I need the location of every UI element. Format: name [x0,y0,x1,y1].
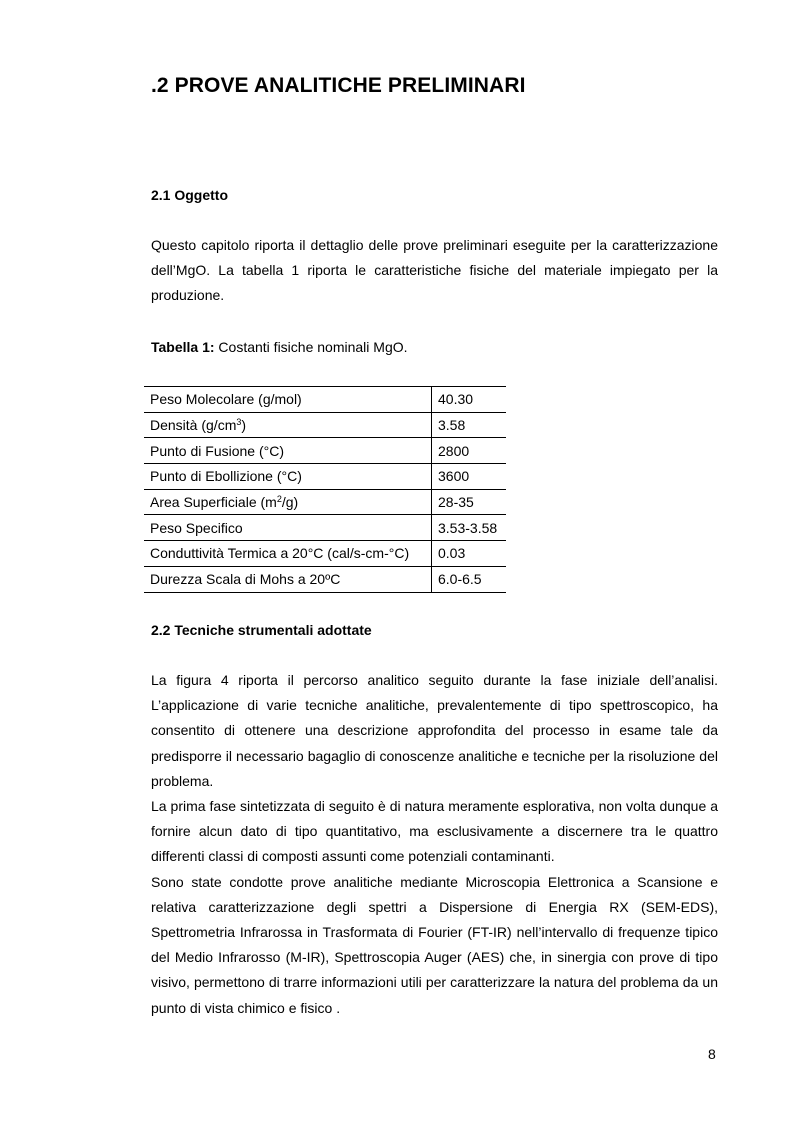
table-cell-property: Conduttività Termica a 20°C (cal/s-cm-°C) [144,541,432,567]
table-row [144,541,506,567]
table-cell-value: 3.58 [432,412,507,438]
table-cell-value: 28-35 [432,489,507,515]
paragraph: La figura 4 riporta il percorso analitico seguito durante la fase iniziale dell’analisi. L’applicazione di varie tecniche analitiche, prevalentemente di tipo spettroscopico, ha consentito di ottenere una descrizione approfondita del processo in esame tale da predisporre il necessario bagaglio di conoscenze analitiche e tecniche per la risoluzione del problema. [151,672,718,789]
property-text: ) [241,417,247,434]
physical-constants-table [144,386,506,593]
table-cell-property: Peso Molecolare (g/mol) [144,387,432,413]
superscript: 3 [236,417,242,428]
paragraph: La prima fase sintetizzata di seguito è di natura meramente esplorativa, non volta dunque a fornire alcun dato di tipo quantitativo, ma esclusivamente a discernere tra le quattro differenti classi di composti assunti come potenziali contaminanti. [151,798,718,865]
chapter-title: .2 PROVE ANALITICHE PRELIMINARI [151,74,526,97]
table-cell-value: 2800 [432,438,507,464]
table-cell-property: Durezza Scala di Mohs a 20ºC [144,566,432,592]
table-cell-property [144,412,432,438]
table-cell-value: 40.30 [432,387,507,413]
table-cell-property: Punto di Ebollizione (°C) [144,464,432,490]
table-caption-text: Costanti fisiche nominali MgO. [214,339,408,355]
property-text: /g) [281,494,299,511]
table-cell-property: Peso Specifico [144,515,432,541]
paragraph: Questo capitolo riporta il dettaglio delle prove preliminari eseguite per la caratterizzazione dell’MgO. La tabella 1 riporta le caratteristiche fisiche del materiale impiegato per la produzione. [151,237,718,304]
table-row [144,412,506,438]
superscript: 2 [276,494,282,505]
section-oggetto-paragraph [151,233,718,309]
property-text: Densità (g/cm [150,417,237,434]
table-row [144,387,506,413]
table-caption [151,339,408,355]
table-cell-value: 0.03 [432,541,507,567]
section-heading-tecniche: 2.2 Tecniche strumentali adottate [151,622,372,638]
table-row [144,489,506,515]
table-caption-label: Tabella 1: [151,339,215,355]
table-cell-property: Punto di Fusione (°C) [144,438,432,464]
table-cell-value: 3.53-3.58 [432,515,507,541]
paragraph: Sono state condotte prove analitiche mediante Microscopia Elettronica a Scansione e relativa caratterizzazione degli spettri a Dispersione di Energia RX (SEM-EDS), Spettrometria Infrarossa in Trasformata di Fourier (FT-IR) nell’intervallo di frequenze tipico del Medio Infrarosso (M-IR), Spettroscopia Auger (AES) che, in sinergia con prove di tipo visivo, permettono di trarre informazioni utili per caratterizzare la natura del problema da un punto di vista chimico e fisico . [151,873,718,1016]
table-cell-value: 3600 [432,464,507,490]
table-row [144,438,506,464]
table-row [144,464,506,490]
table-row [144,515,506,541]
section-heading-oggetto: 2.1 Oggetto [151,187,229,203]
table-cell-value: 6.0-6.5 [432,566,507,592]
page-number: 8 [708,1046,716,1062]
section-tecniche-body [151,668,718,1021]
property-text: Area Superficiale (m [150,494,277,511]
table-row [144,566,506,592]
table-cell-property [144,489,432,515]
